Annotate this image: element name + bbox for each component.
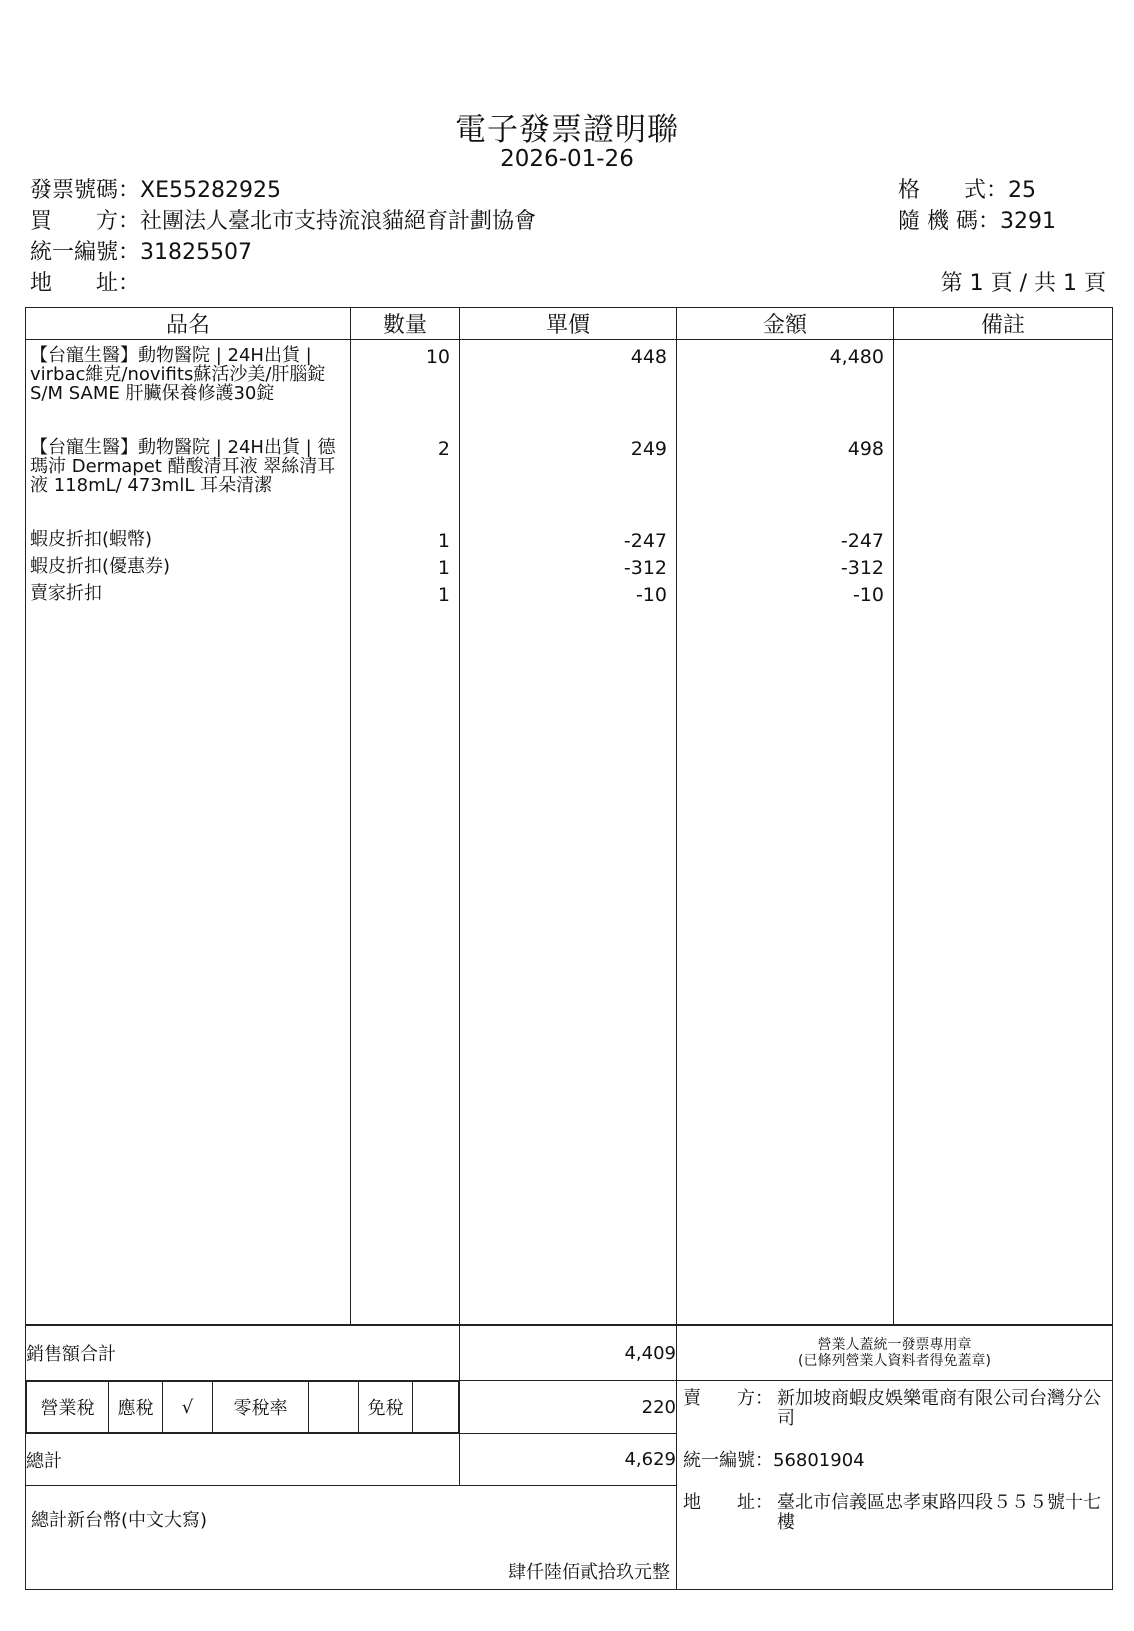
- seal-note-line2: (已條列營業人資料者得免蓋章): [798, 1353, 991, 1369]
- item-name: 蝦皮折扣(蝦幣): [30, 529, 153, 550]
- random-code: 3291: [1000, 209, 1056, 234]
- item-amount: -312: [840, 557, 884, 579]
- item-name: 賣家折扣: [30, 583, 102, 604]
- item-qty: 10: [425, 346, 450, 368]
- invoice-number: XE55282925: [140, 178, 281, 203]
- item-price: -10: [635, 584, 667, 606]
- tax-type-cell: [26, 1381, 460, 1434]
- item-amount: 4,480: [829, 346, 884, 368]
- format-label: 格 式：: [898, 178, 1009, 203]
- column-header-qty: 數量: [351, 308, 460, 340]
- seal-note-line1: 營業人蓋統一發票專用章: [817, 1337, 972, 1353]
- invoice-date: 2026-01-26: [500, 146, 634, 172]
- sales-total: 4,409: [460, 1326, 677, 1381]
- item-qty: 2: [437, 438, 450, 460]
- sales-total-label: 銷售額合計: [26, 1326, 460, 1381]
- tax-id-row: [30, 235, 252, 266]
- seller-address-label: 地 址：: [683, 1492, 773, 1513]
- items-table: [25, 307, 1113, 1325]
- items-header-row: [26, 308, 1113, 340]
- note-column: [894, 340, 1113, 1325]
- chinese-total-label: 總計新台幣(中文大寫): [31, 1510, 208, 1531]
- chinese-total: 肆仟陸佰貳拾玖元整: [508, 1562, 670, 1583]
- item-amount: -10: [852, 584, 884, 606]
- item-price: -312: [623, 557, 667, 579]
- exempt-label: 免稅: [359, 1382, 413, 1433]
- item-qty: 1: [437, 530, 450, 552]
- column-header-name: 品名: [26, 308, 351, 340]
- amount-column: [677, 340, 894, 1325]
- name-column: [26, 340, 351, 1325]
- random-code-row: [898, 204, 1056, 235]
- zero-rate-check: [309, 1382, 359, 1433]
- format-value: 25: [1008, 178, 1037, 203]
- totals-table: [25, 1325, 1113, 1590]
- exempt-check: [413, 1382, 459, 1433]
- items-body: [26, 340, 1113, 1325]
- tax-amount: 220: [460, 1381, 677, 1434]
- item-amount: -247: [840, 530, 884, 552]
- item-name: 【台寵生醫】動物醫院 | 24H出貨 | virbac維克/novifits蘇活沙美/肝腦錠S/M SAME 肝臟保養修護30錠: [30, 345, 326, 404]
- item-price: 249: [630, 438, 667, 460]
- seller-address-row: [683, 1493, 1106, 1533]
- address-label: 地 址：: [30, 271, 141, 296]
- item-price: -247: [623, 530, 667, 552]
- business-tax-label: 營業稅: [27, 1382, 109, 1433]
- qty-column: [351, 340, 460, 1325]
- seal-note: [677, 1326, 1113, 1381]
- taxable-check: √: [163, 1382, 213, 1433]
- tax-type-grid: [26, 1381, 459, 1433]
- grand-total-label: 總計: [26, 1434, 460, 1486]
- buyer-label: 買 方：: [30, 209, 141, 234]
- page-info: 第 1 頁 / 共 1 頁: [940, 271, 1106, 296]
- seller-tax-id-row: [683, 1451, 1106, 1471]
- format-row: [898, 173, 1036, 204]
- grand-total: 4,629: [460, 1434, 677, 1486]
- column-header-price: 單價: [460, 308, 677, 340]
- tax-id: 31825507: [140, 240, 252, 265]
- taxable-label: 應稅: [109, 1382, 163, 1433]
- address-row: [30, 266, 140, 297]
- chinese-total-cell: [26, 1486, 677, 1590]
- tax-id-label: 統一編號：: [30, 240, 141, 265]
- seller-info: [677, 1381, 1113, 1590]
- seller-name: 新加坡商蝦皮娛樂電商有限公司台灣分公司: [777, 1388, 1101, 1429]
- sales-total-row: [26, 1326, 1113, 1381]
- buyer-name: 社團法人臺北市支持流浪貓絕育計劃協會: [140, 209, 537, 234]
- invoice-number-row: [30, 173, 281, 204]
- item-qty: 1: [437, 584, 450, 606]
- invoice-number-label: 發票號碼：: [30, 178, 141, 203]
- seller-tax-id: 56801904: [773, 1450, 865, 1471]
- item-name: 【台寵生醫】動物醫院 | 24H出貨 | 德瑪沛 Dermapet 醋酸清耳液 翠絲清耳液 118mL/ 473mlL 耳朵清潔: [30, 437, 336, 496]
- item-amount: 498: [847, 438, 884, 460]
- random-code-label: 隨 機 碼：: [898, 209, 1000, 234]
- column-header-amount: 金額: [677, 308, 894, 340]
- buyer-row: [30, 204, 536, 235]
- item-price: 448: [630, 346, 667, 368]
- seller-tax-id-label: 統一編號：: [683, 1450, 773, 1471]
- zero-rate-label: 零稅率: [213, 1382, 309, 1433]
- item-qty: 1: [437, 557, 450, 579]
- seller-row: [683, 1389, 1106, 1429]
- seller-label: 賣 方：: [683, 1388, 773, 1409]
- tax-row: [26, 1381, 1113, 1434]
- seller-address: 臺北市信義區忠孝東路四段５５５號十七樓: [777, 1492, 1101, 1533]
- item-name: 蝦皮折扣(優惠券): [30, 556, 171, 577]
- column-header-note: 備註: [894, 308, 1113, 340]
- document-title: 電子發票證明聯: [455, 112, 679, 148]
- price-column: [460, 340, 677, 1325]
